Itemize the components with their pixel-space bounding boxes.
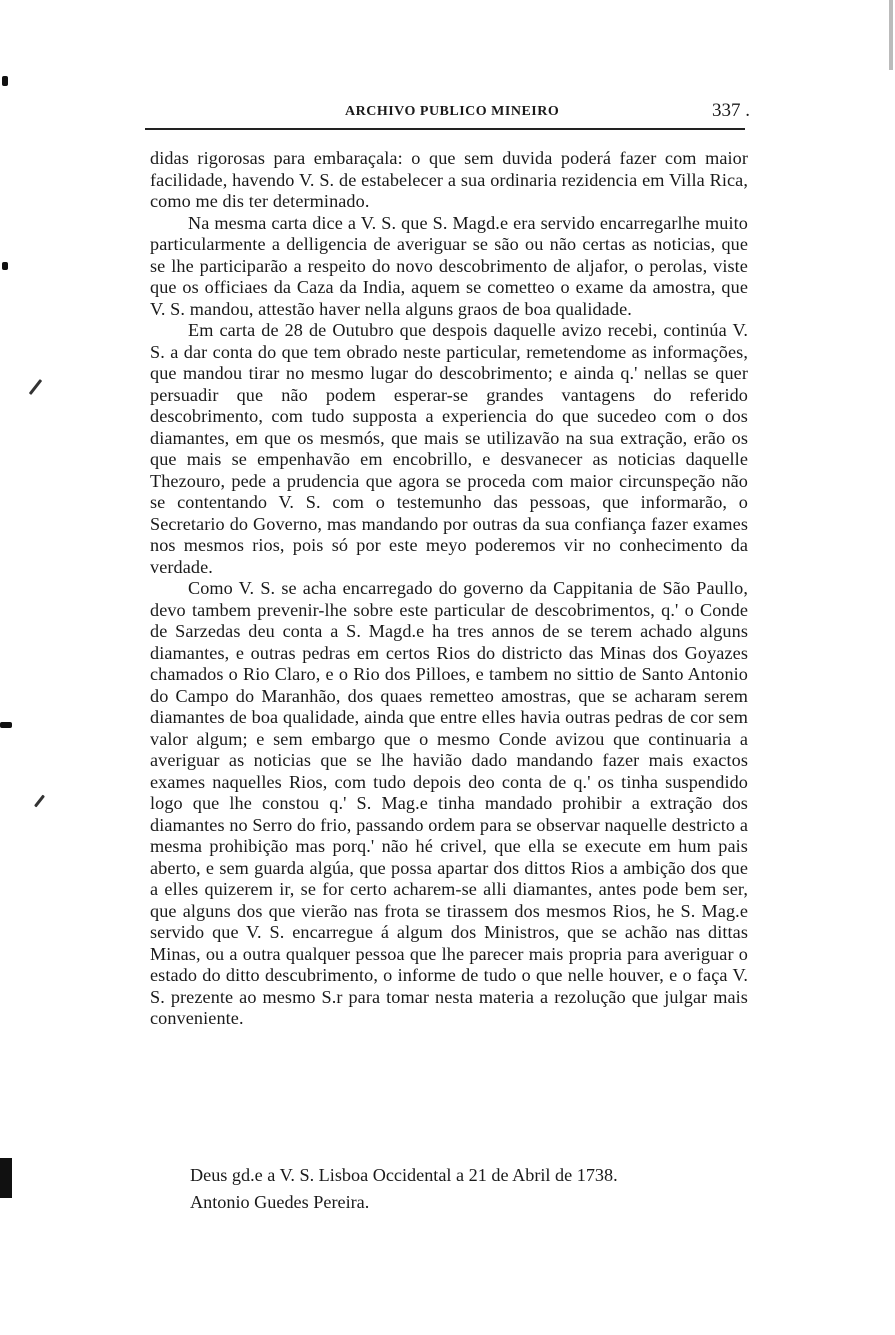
page-edge-shadow bbox=[889, 0, 893, 70]
paragraph: Na mesma carta dice a V. S. que S. Magd.e era servido encarregarlhe muito particularmente a delligencia de averiguar se são ou não certas as noticias, que se lhe participarão a respeito do novo descobrimento de aljafor, o perolas, viste que os officiaes da Caza da India, aquem se cometteo o exame da amostra, que V. S. mandou, attestão haver nella alguns graos de boa qualidade. bbox=[150, 212, 748, 319]
margin-pencil-mark bbox=[29, 379, 42, 395]
page-number: 337 . bbox=[712, 100, 750, 121]
page-header bbox=[150, 100, 750, 128]
paragraph: Como V. S. se acha encarregado do governo da Cappitania de São Paullo, devo tambem prevenir-lhe sobre este particular de descobrimentos, q.' o Conde de Sarzedas deu conta a S. Magd.e ha tres annos de se terem achado alguns diamantes, e outras pedras em certos Rios do districto das Minas dos Goyazes chamados o Rio Claro, e o Rio dos Pilloes, e tambem no sittio de Santo Antonio do Campo do Maranhão, dos quaes remetteo amostras, que se acharam serem diamantes de boa qualidade, ainda que entre elles havia outras pedras de cor sem valor algum; e sem embargo que o mesmo Conde avizou que continuaria a averiguar as noticias que se lhe havião dado mandando fazer mais exactos exames naquelles Rios, com tudo depois deo conta de q.' os tinha suspendido logo que lhe constou q.' S. Mag.e tinha mandado prohibir a extração dos diamantes no Serro do frio, passando ordem para se observar naquelle destricto a mesma prohibição mas porq.' não hé crivel, que ella se execute em hum pais aberto, e sem guarda algúa, que possa apartar dos dittos Rios a ambição dos que a elles quizerem ir, se for certo acharem-se alli diamantes, antes pode bem ser, que alguns dos que vierão nas frota se tirassem dos mesmos Rios, he S. Mag.e servido que V. S. encarregue á algum dos Ministros, que se achão nas dittas Minas, ou a outra qualquer pessoa que lhe parecer mais propria para averiguar o estado do ditto descubrimento, o informe de tudo o que nelle houver, e o faça V. S. prezente ao mesmo S.r para tomar nesta materia a rezolução que julgar mais conveniente. bbox=[150, 578, 748, 1028]
binding-mark bbox=[2, 262, 8, 270]
letter-closing bbox=[190, 1162, 750, 1216]
margin-pencil-mark bbox=[34, 795, 45, 808]
body-text bbox=[150, 148, 748, 1030]
paragraph: Em carta de 28 de Outubro que despois daquelle avizo recebi, continúa V. S. a dar conta do que tem obrado neste particular, remetendome as informações, que mandou tirar no mesmo lugar do descobrimento; e ainda q.' nellas se quer persuadir que não podem esperar-se grandes vantagens do referido descobrimento, com tudo supposta a experiencia do que sucedeo com o dos diamantes, em que os mesmós, que mais se utilizavão na sua extração, erão os que mais se empenhavão em encobrillo, e desvanecer as noticias daquelle Thezouro, pede a prudencia que agora se proceda com maior circunspeção não se contentando V. S. com o testemunho das pessoas, que informarão, o Secretario do Governo, mas mandando por outras da sua confiança fazer exames nos mesmos rios, pois só por este meyo poderemos vir no conhecimento da verdade. bbox=[150, 320, 748, 577]
binding-mark bbox=[2, 76, 8, 86]
binding-mark bbox=[0, 1158, 12, 1198]
signature: Antonio Guedes Pereira. bbox=[190, 1192, 370, 1212]
paragraph: didas rigorosas para embaraçala: o que sem duvida poderá fazer com maior facilidade, havendo V. S. de estabelecer a sua ordinaria rezidencia em Villa Rica, como me dis ter determinado. bbox=[150, 148, 748, 211]
header-rule bbox=[145, 128, 745, 130]
salutation: Deus gd.e a V. S. Lisboa Occidental a 21 de Abril de 1738. bbox=[190, 1165, 618, 1185]
binding-mark bbox=[0, 722, 12, 728]
running-head: ARCHIVO PUBLICO MINEIRO bbox=[345, 104, 560, 119]
